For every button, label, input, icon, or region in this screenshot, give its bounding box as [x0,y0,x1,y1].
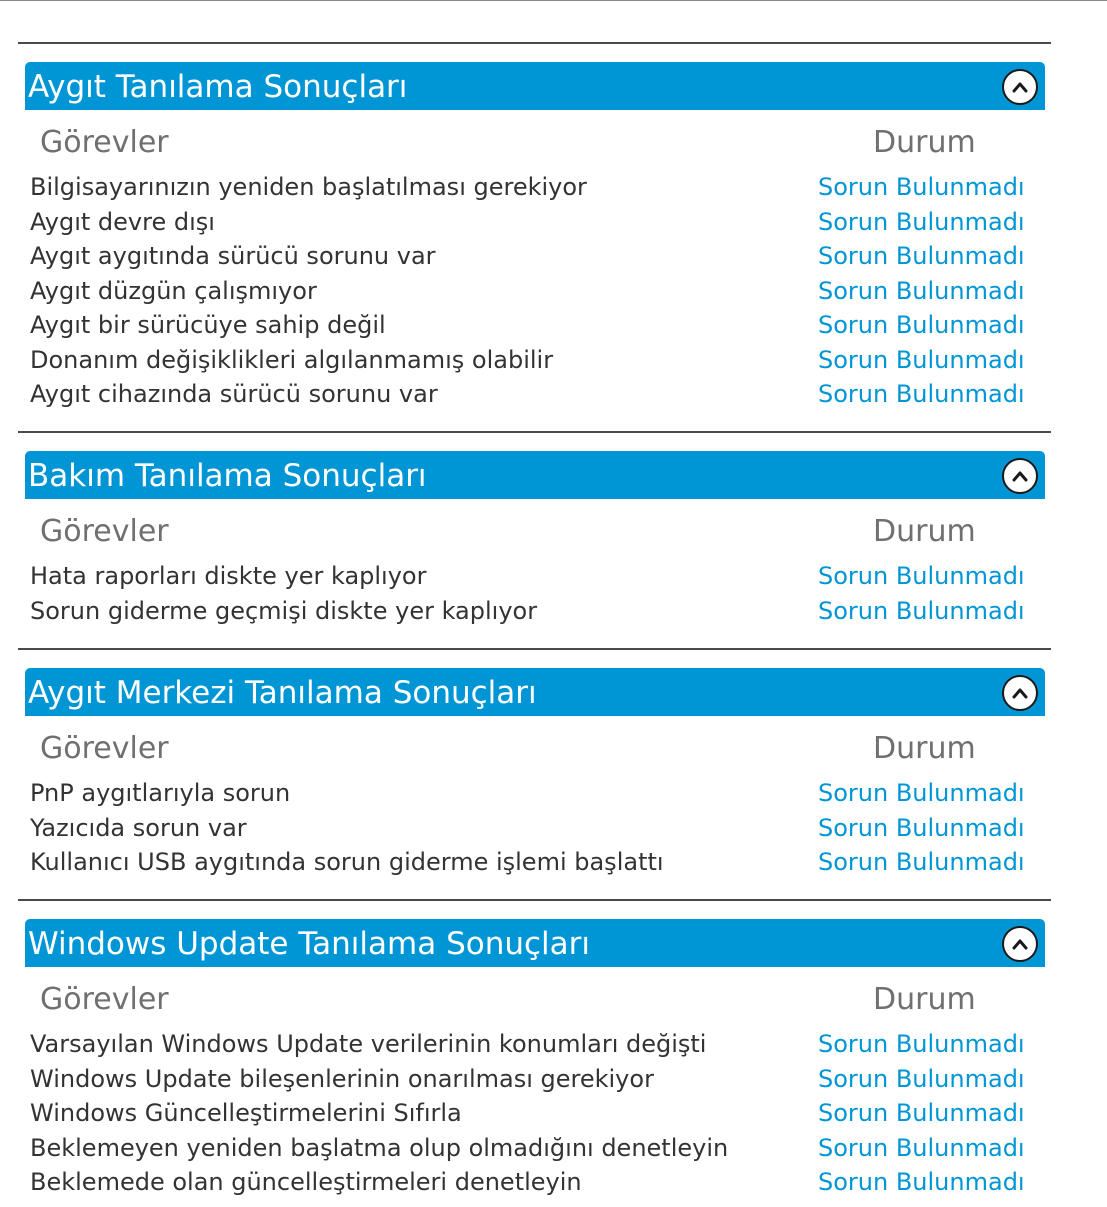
task-row [0,1096,1107,1131]
task-name: PnP aygıtlarıyla sorun [30,779,291,807]
task-name: Aygıt devre dışı [30,207,215,236]
task-row [0,308,1107,343]
section-title: Windows Update Tanılama Sonuçları [28,926,591,962]
task-status: Sorun Bulunmadı [818,779,1025,807]
task-status: Sorun Bulunmadı [818,1168,1025,1196]
tasks-column-header: Görevler [40,125,169,160]
task-name: Donanım değişiklikleri algılanmamış olabilir [30,345,554,374]
collapse-button[interactable] [1002,69,1038,105]
task-name: Aygıt düzgün çalışmıyor [30,276,317,305]
task-name: Sorun giderme geçmişi diskte yer kaplıyor [30,596,538,625]
task-name: Varsayılan Windows Update verilerinin konumları değişti [30,1030,707,1058]
status-column-header: Durum [873,125,976,160]
task-row [0,845,1107,880]
task-name: Aygıt bir sürücüye sahip değil [30,311,386,339]
task-status: Sorun Bulunmadı [818,276,1025,305]
task-list [0,776,1107,880]
section-divider [18,899,1051,901]
task-row [0,776,1107,811]
section-divider [18,42,1051,44]
task-row [0,1062,1107,1097]
status-column-header: Durum [873,982,976,1017]
section-header[interactable] [25,62,1045,110]
task-status: Sorun Bulunmadı [818,311,1025,339]
section-header[interactable] [25,451,1045,499]
task-status: Sorun Bulunmadı [818,242,1025,270]
task-status: Sorun Bulunmadı [818,380,1025,408]
task-name: Kullanıcı USB aygıtında sorun giderme işlemi başlattı [30,848,664,876]
task-name: Aygıt cihazında sürücü sorunu var [30,380,438,408]
task-row [0,594,1107,629]
task-name: Windows Güncelleştirmelerini Sıfırla [30,1099,462,1127]
chevron-up-icon [1012,470,1028,482]
task-list [0,1027,1107,1200]
task-row [0,811,1107,846]
task-status: Sorun Bulunmadı [818,848,1025,876]
task-name: Bilgisayarınızın yeniden başlatılması gerekiyor [30,173,587,201]
task-name: Aygıt aygıtında sürücü sorunu var [30,242,436,270]
task-row [0,559,1107,594]
task-status: Sorun Bulunmadı [818,1099,1025,1127]
task-name: Windows Update bileşenlerinin onarılması gerekiyor [30,1064,654,1093]
task-status: Sorun Bulunmadı [818,173,1025,201]
section-title: Bakım Tanılama Sonuçları [28,458,427,494]
task-row [0,343,1107,378]
task-status: Sorun Bulunmadı [818,596,1025,625]
chevron-up-icon [1012,81,1028,93]
collapse-button[interactable] [1002,458,1038,494]
collapse-button[interactable] [1002,926,1038,962]
tasks-column-header: Görevler [40,982,169,1017]
tasks-column-header: Görevler [40,731,169,766]
task-status: Sorun Bulunmadı [818,1030,1025,1058]
task-row [0,274,1107,309]
chevron-up-icon [1012,938,1028,950]
section-divider [18,431,1051,433]
task-status: Sorun Bulunmadı [818,207,1025,236]
task-name: Hata raporları diskte yer kaplıyor [30,562,427,590]
task-status: Sorun Bulunmadı [818,1133,1025,1162]
task-status: Sorun Bulunmadı [818,562,1025,590]
task-status: Sorun Bulunmadı [818,345,1025,374]
task-row [0,1165,1107,1200]
task-row [0,170,1107,205]
section-title: Aygıt Tanılama Sonuçları [28,69,408,105]
task-status: Sorun Bulunmadı [818,813,1025,842]
tasks-column-header: Görevler [40,514,169,549]
task-row [0,205,1107,240]
section-divider [18,648,1051,650]
task-list [0,170,1107,412]
task-name: Beklemeyen yeniden başlatma olup olmadığını denetleyin [30,1133,729,1162]
chevron-up-icon [1012,687,1028,699]
status-column-header: Durum [873,514,976,549]
top-border [0,0,1107,1]
task-name: Beklemede olan güncelleştirmeleri denetleyin [30,1168,582,1196]
task-row [0,1131,1107,1166]
task-status: Sorun Bulunmadı [818,1064,1025,1093]
section-header[interactable] [25,919,1045,967]
task-list [0,559,1107,628]
section-title: Aygıt Merkezi Tanılama Sonuçları [28,675,537,711]
section-header[interactable] [25,668,1045,716]
task-row [0,377,1107,412]
task-name: Yazıcıda sorun var [30,813,247,842]
task-row [0,1027,1107,1062]
status-column-header: Durum [873,731,976,766]
collapse-button[interactable] [1002,675,1038,711]
task-row [0,239,1107,274]
